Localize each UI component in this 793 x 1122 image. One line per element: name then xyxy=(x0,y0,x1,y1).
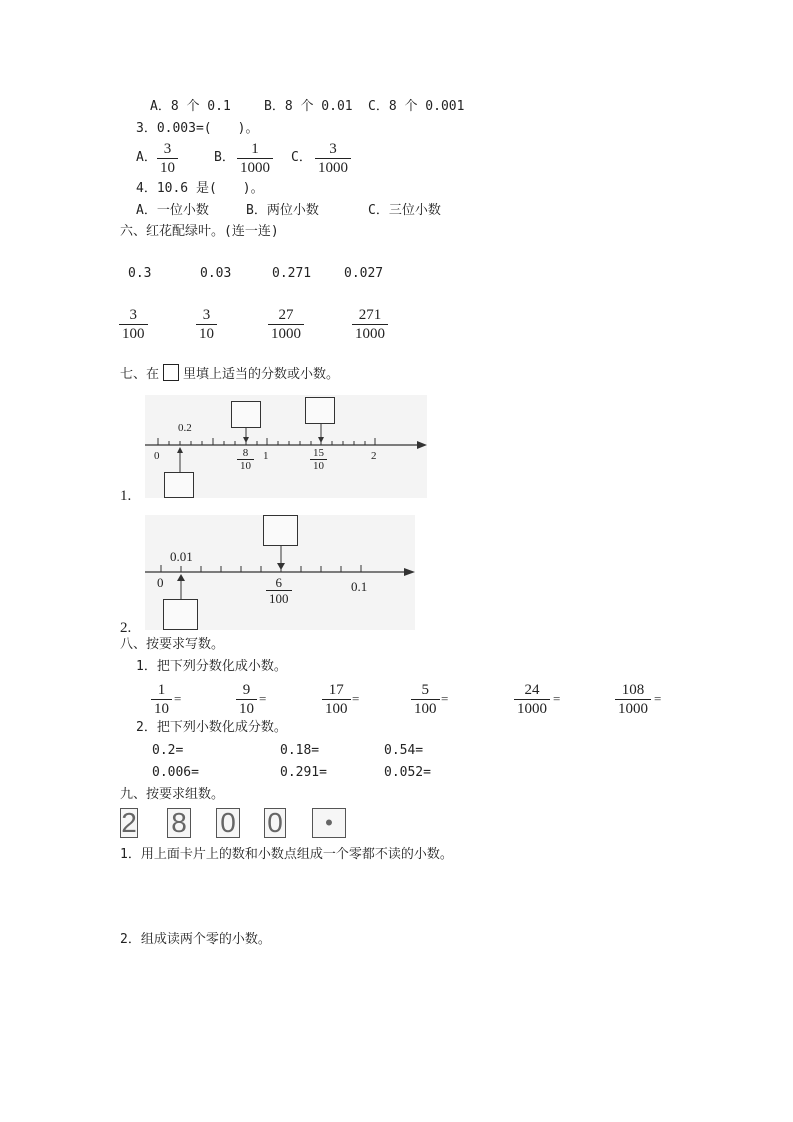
fraction-to-decimal-item xyxy=(514,681,550,718)
denominator: 10 xyxy=(236,699,257,718)
decimal-item[interactable]: 0.271 xyxy=(272,266,312,281)
numerator: 3 xyxy=(129,307,137,323)
denominator: 1000 xyxy=(514,699,550,718)
line1-index: 1. xyxy=(120,488,132,504)
number-card: 8 xyxy=(167,808,191,838)
denominator: 100 xyxy=(266,590,292,606)
equals-sign: = xyxy=(553,691,561,706)
numerator: 3 xyxy=(329,141,337,157)
numerator: 1 xyxy=(157,682,166,698)
q3-option-a-fraction xyxy=(157,140,178,177)
decimal-item[interactable]: 0.03 xyxy=(200,266,232,281)
denominator: 10 xyxy=(151,699,172,718)
tick-label-15-10 xyxy=(310,447,327,472)
fraction-item[interactable] xyxy=(196,306,217,343)
numerator: 6 xyxy=(275,575,282,590)
fraction-to-decimal-item xyxy=(151,681,172,718)
numerator: 8 xyxy=(242,447,249,459)
section9-q1: 1．用上面卡片上的数和小数点组成一个零都不读的小数。 xyxy=(120,847,453,862)
fraction-item[interactable] xyxy=(119,306,148,343)
decimal-point-card: • xyxy=(312,808,346,838)
denominator: 1000 xyxy=(615,699,651,718)
q3-stem: 3．0.003=( )。 xyxy=(136,121,259,136)
numerator: 108 xyxy=(621,682,645,698)
answer-box-6-100[interactable] xyxy=(263,515,298,546)
fraction-to-decimal-item xyxy=(411,681,440,718)
line2-index: 2. xyxy=(120,620,132,636)
title-before: 七、在 xyxy=(120,367,160,382)
section6-title: 六、红花配绿叶。(连一连) xyxy=(120,224,279,239)
denominator: 1000 xyxy=(237,158,273,177)
number-card: 0 xyxy=(264,808,286,838)
q4-option-a: A．一位小数 xyxy=(136,203,209,218)
q3-option-b-label: B． xyxy=(214,150,235,165)
title-after: 里填上适当的分数或小数。 xyxy=(183,367,340,382)
tick-label-8-10 xyxy=(237,447,254,472)
tick-label-0: 0 xyxy=(157,575,164,590)
fraction-item[interactable] xyxy=(352,306,388,343)
tick-label-1: 1 xyxy=(263,450,269,462)
decimal-to-fraction-item: 0.18= xyxy=(280,743,320,758)
decimal-to-fraction-item: 0.052= xyxy=(384,765,431,780)
denominator: 100 xyxy=(119,324,148,343)
section9-title: 九、按要求组数。 xyxy=(120,787,225,802)
q3-option-a-label: A． xyxy=(136,150,157,165)
equals-sign: = xyxy=(352,691,360,706)
equals-sign: = xyxy=(441,691,449,706)
number-card: 2 xyxy=(121,807,137,838)
q2-option-a: A．8 个 0.1 xyxy=(150,99,231,114)
denominator: 100 xyxy=(322,699,351,718)
section8-title: 八、按要求写数。 xyxy=(120,637,225,652)
numerator: 15 xyxy=(313,447,324,459)
numerator: 9 xyxy=(242,682,251,698)
denominator: 10 xyxy=(310,459,327,472)
q3-option-b-fraction xyxy=(237,140,273,177)
square-box-icon xyxy=(163,364,179,381)
equals-sign: = xyxy=(654,691,662,706)
answer-box-0-01[interactable] xyxy=(163,599,198,630)
numerator: 1 xyxy=(251,141,259,157)
answer-box-8-10[interactable] xyxy=(231,401,261,428)
numerator: 3 xyxy=(163,141,172,157)
q2-option-b: B．8 个 0.01 xyxy=(264,99,353,114)
decimal-item[interactable]: 0.3 xyxy=(128,266,152,281)
fraction-to-decimal-item xyxy=(322,681,351,718)
denominator: 1000 xyxy=(315,158,351,177)
equals-sign: = xyxy=(259,691,267,706)
numerator: 17 xyxy=(328,682,344,698)
decimal-item[interactable]: 0.027 xyxy=(344,266,384,281)
equals-sign: = xyxy=(174,691,182,706)
numerator: 271 xyxy=(358,307,382,323)
tick-label-0-01: 0.01 xyxy=(170,549,193,564)
numerator: 27 xyxy=(278,307,294,323)
numerator: 3 xyxy=(202,307,211,323)
decimal-to-fraction-item: 0.2= xyxy=(152,743,184,758)
denominator: 10 xyxy=(237,459,254,472)
q4-option-c: C．三位小数 xyxy=(368,203,441,218)
section9-q2: 2．组成读两个零的小数。 xyxy=(120,932,271,947)
denominator: 100 xyxy=(411,699,440,718)
tick-label-0-1: 0.1 xyxy=(351,579,368,594)
section7-title xyxy=(120,364,339,383)
tick-label-0: 0 xyxy=(154,450,160,462)
section8-part1-title: 1．把下列分数化成小数。 xyxy=(136,659,287,674)
q3-option-c-label: C． xyxy=(291,150,312,165)
decimal-to-fraction-item: 0.291= xyxy=(280,765,327,780)
number-line-1 xyxy=(145,395,427,498)
answer-box-15-10[interactable] xyxy=(305,397,335,424)
fraction-to-decimal-item xyxy=(615,681,651,718)
number-card: 0 xyxy=(216,808,240,838)
numerator: 5 xyxy=(421,682,429,698)
fraction-to-decimal-item xyxy=(236,681,257,718)
q3-option-c-fraction xyxy=(315,140,351,177)
decimal-to-fraction-item: 0.54= xyxy=(384,743,424,758)
decimal-to-fraction-item: 0.006= xyxy=(152,765,199,780)
numerator: 24 xyxy=(524,682,540,698)
number-line-2 xyxy=(145,515,415,630)
denominator: 10 xyxy=(196,324,217,343)
denominator: 1000 xyxy=(352,324,388,343)
fraction-item[interactable] xyxy=(268,306,304,343)
tick-label-6-100 xyxy=(266,575,292,606)
section8-part2-title: 2．把下列小数化成分数。 xyxy=(136,720,287,735)
q2-option-c: C．8 个 0.001 xyxy=(368,99,465,114)
denominator: 1000 xyxy=(268,324,304,343)
tick-label-2: 2 xyxy=(371,450,377,462)
q4-stem: 4．10.6 是( )。 xyxy=(136,181,264,196)
q4-option-b: B．两位小数 xyxy=(246,203,319,218)
denominator: 10 xyxy=(157,158,178,177)
tick-label-0-2: 0.2 xyxy=(178,422,192,434)
answer-box-0-2[interactable] xyxy=(164,472,194,498)
